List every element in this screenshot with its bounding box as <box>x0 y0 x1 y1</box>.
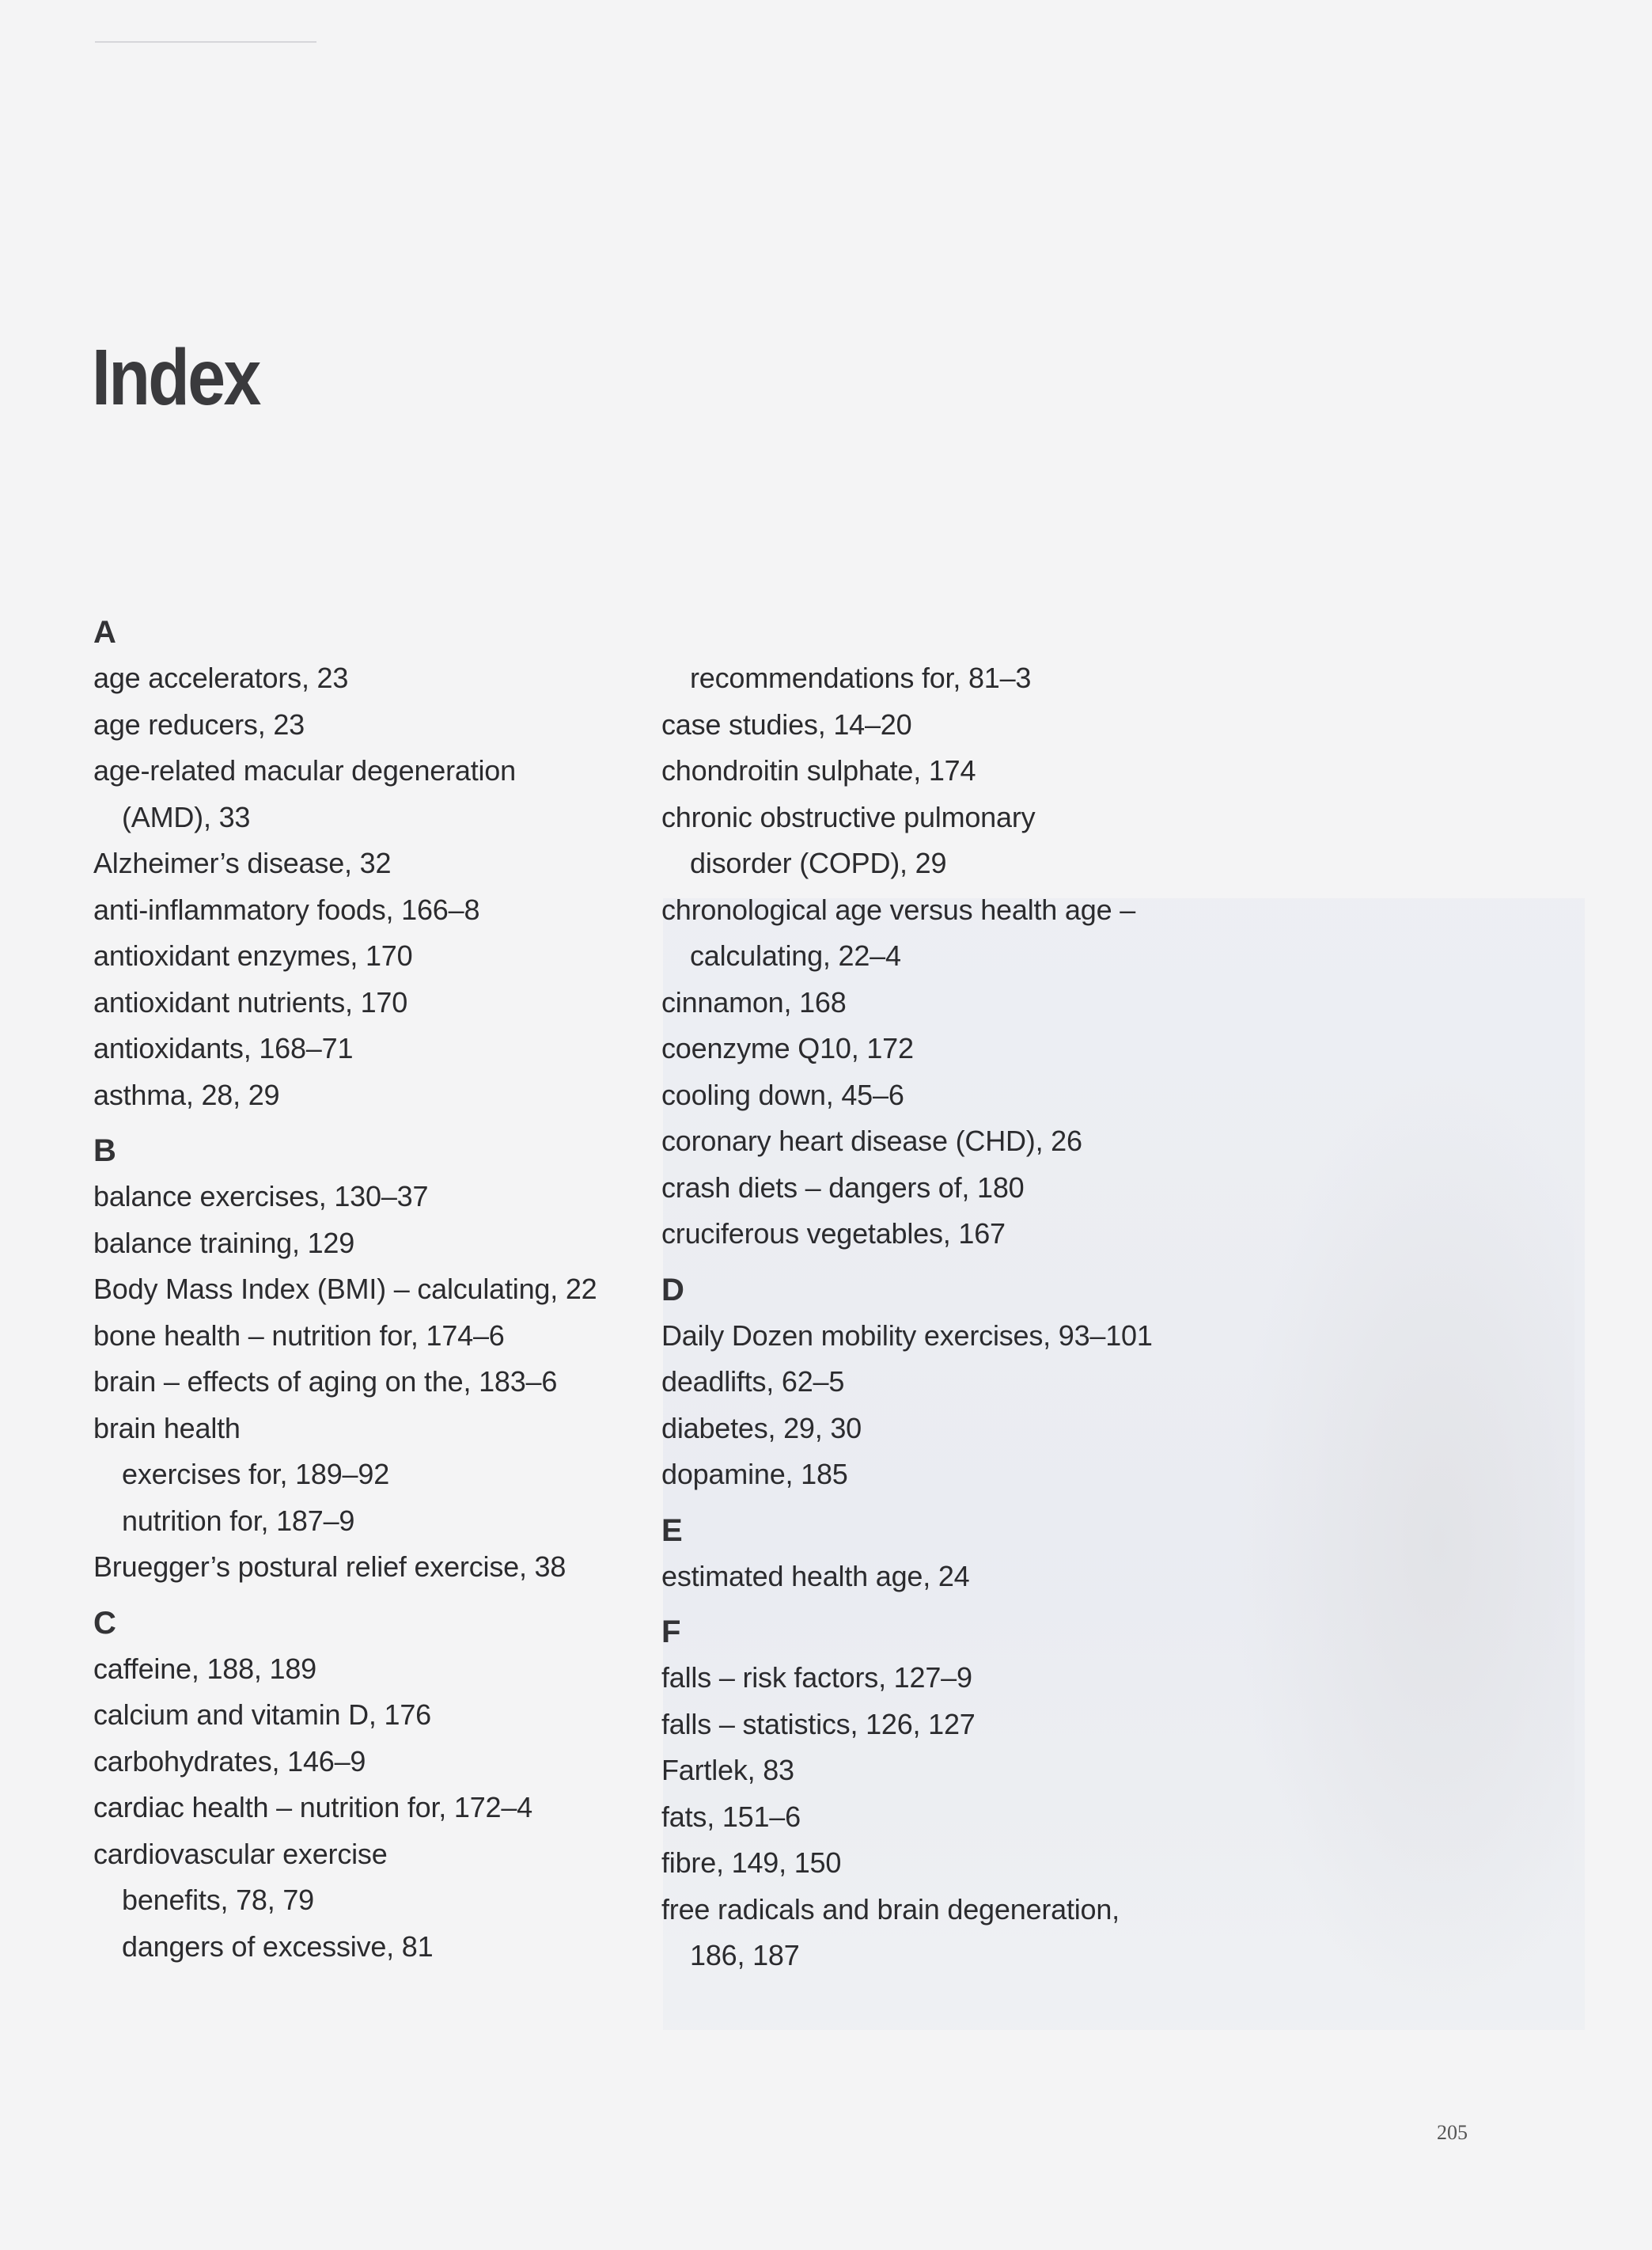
index-entry: carbohydrates, 146–9 <box>93 1744 366 1778</box>
index-entry: brain – effects of aging on the, 183–6 <box>93 1365 558 1398</box>
index-subentry: 186, 187 <box>690 1939 800 1971</box>
index-entry: estimated health age, 24 <box>661 1559 970 1592</box>
page-number: 205 <box>1437 2121 1468 2144</box>
index-entry: cooling down, 45–6 <box>661 1078 904 1111</box>
index-entry: brain health <box>93 1411 241 1444</box>
index-subentry: benefits, 78, 79 <box>122 1884 314 1916</box>
index-section-letter: B <box>93 1133 116 1168</box>
spacer <box>93 1118 663 1128</box>
index-entry: Alzheimer’s disease, 32 <box>93 847 392 879</box>
header-rule <box>95 41 316 43</box>
index-entry: balance exercises, 130–37 <box>93 1180 429 1212</box>
index-entry: fats, 151–6 <box>661 1800 801 1833</box>
spacer <box>661 1599 1231 1609</box>
index-entry: case studies, 14–20 <box>661 708 912 741</box>
index-entry: deadlifts, 62–5 <box>661 1365 845 1398</box>
index-entry: caffeine, 188, 189 <box>93 1652 316 1685</box>
index-subentry: calculating, 22–4 <box>690 939 901 972</box>
index-entry: chondroitin sulphate, 174 <box>661 754 976 787</box>
index-entry: coronary heart disease (CHD), 26 <box>661 1125 1082 1157</box>
index-entry: asthma, 28, 29 <box>93 1078 280 1111</box>
index-subentry: nutrition for, 187–9 <box>122 1504 355 1537</box>
spacer <box>661 1498 1231 1508</box>
spacer <box>661 609 1231 655</box>
index-section-letter: C <box>93 1605 116 1641</box>
index-column-right <box>661 609 1231 1979</box>
index-subentry: (AMD), 33 <box>122 800 251 833</box>
index-entry: fibre, 149, 150 <box>661 1846 842 1879</box>
index-section-letter: D <box>661 1272 684 1307</box>
index-entry: falls – statistics, 126, 127 <box>661 1707 976 1740</box>
index-entry: calcium and vitamin D, 176 <box>93 1698 431 1731</box>
index-entry: falls – risk factors, 127–9 <box>661 1661 972 1694</box>
index-subentry: dangers of excessive, 81 <box>122 1929 434 1963</box>
index-entry: cruciferous vegetables, 167 <box>661 1217 1006 1250</box>
index-entry: age reducers, 23 <box>93 708 305 741</box>
index-entry: antioxidants, 168–71 <box>93 1032 354 1064</box>
page-title: Index <box>92 333 260 422</box>
index-entry: crash diets – dangers of, 180 <box>661 1171 1025 1204</box>
index-entry: chronic obstructive pulmonary <box>661 800 1036 833</box>
index-entry: antioxidant nutrients, 170 <box>93 985 408 1019</box>
index-entry: cardiovascular exercise <box>93 1837 388 1870</box>
spacer <box>93 1591 663 1600</box>
index-entry: coenzyme Q10, 172 <box>661 1032 914 1064</box>
spacer <box>661 1258 1231 1267</box>
index-entry: cinnamon, 168 <box>661 985 847 1019</box>
index-entry: Fartlek, 83 <box>661 1754 794 1786</box>
index-entry: Daily Dozen mobility exercises, 93–101 <box>661 1319 1153 1352</box>
index-section-letter: F <box>661 1614 681 1649</box>
index-column-left <box>93 609 663 1970</box>
index-entry: cardiac health – nutrition for, 172–4 <box>93 1791 532 1823</box>
index-section-letter: A <box>93 615 116 650</box>
index-entry: bone health – nutrition for, 174–6 <box>93 1319 505 1352</box>
index-entry: Body Mass Index (BMI) – calculating, 22 <box>93 1273 597 1305</box>
index-entry: Bruegger’s postural relief exercise, 38 <box>93 1550 566 1583</box>
index-entry: age accelerators, 23 <box>93 662 349 694</box>
index-subentry: disorder (COPD), 29 <box>690 847 947 879</box>
index-entry: antioxidant enzymes, 170 <box>93 939 413 972</box>
index-entry: dopamine, 185 <box>661 1458 848 1490</box>
index-entry: balance training, 129 <box>93 1226 355 1259</box>
index-entry: age-related macular degeneration <box>93 754 516 787</box>
index-entry: diabetes, 29, 30 <box>661 1411 862 1444</box>
index-section-letter: E <box>661 1512 683 1548</box>
index-subentry: exercises for, 189–92 <box>122 1458 390 1490</box>
show-through-shade <box>1234 1068 1574 2018</box>
index-entry: free radicals and brain degeneration, <box>661 1892 1120 1926</box>
index-entry: anti-inflammatory foods, 166–8 <box>93 893 480 926</box>
index-entry: chronological age versus health age – <box>661 893 1136 926</box>
index-subentry: recommendations for, 81–3 <box>690 662 1032 694</box>
